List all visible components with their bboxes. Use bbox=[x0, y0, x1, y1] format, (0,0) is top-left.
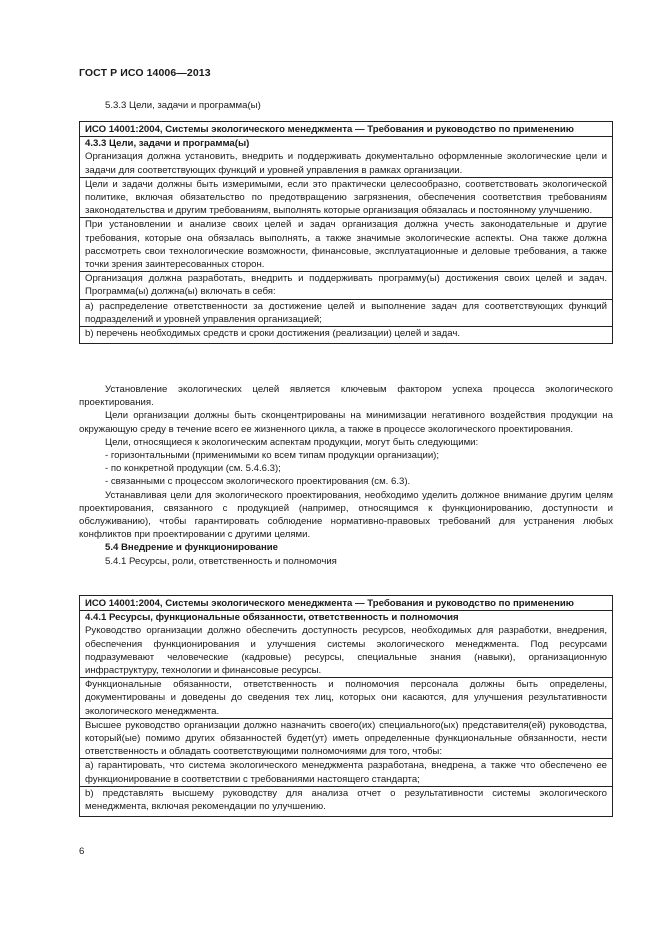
box-title: ИСО 14001:2004, Системы экологического менеджмента — Требования и руководство по применению bbox=[85, 124, 574, 135]
box-paragraph-row bbox=[80, 271, 612, 298]
box-paragraph-row bbox=[80, 177, 612, 218]
box-paragraph-row bbox=[80, 677, 612, 718]
body-paragraph: Цели, относящиеся к экологическим аспектам продукции, могут быть следующими: bbox=[105, 436, 479, 448]
body-text-section bbox=[79, 383, 613, 568]
box-paragraph: a) распределение ответственности за достижение целей и выполнение задач для соответствующих функций подразделений и уровней управления организацией; bbox=[85, 300, 607, 325]
box-paragraph-row bbox=[80, 718, 612, 759]
box-paragraph: Организация должна установить, внедрить и поддерживать документально оформленные экологические цели и задачи для соответствующих функций и уровней управления в рамках организации. bbox=[85, 151, 607, 176]
body-list-item: - связанными с процессом экологического проектирования (см. 6.3). bbox=[105, 476, 411, 488]
box-paragraph: Цели и задачи должны быть измеримыми, если это практически целесообразно, соответствовать экологической политике, включая обязательство по предотвращению загрязнения, обеспечения соответствия требованиям законодательства и другим требованиям, выполнять которые организация обязалась и постоянному улучшению. bbox=[85, 178, 607, 217]
box-section-heading-row bbox=[80, 610, 612, 677]
iso-quote-box-4-4-1 bbox=[79, 595, 613, 817]
box-list-item-a bbox=[80, 758, 612, 785]
box-title: ИСО 14001:2004, Системы экологического менеджмента — Требования и руководство по применению bbox=[85, 598, 574, 609]
section-5-3-3-heading: 5.3.3 Цели, задачи и программа(ы) bbox=[105, 100, 261, 111]
box-paragraph: Функциональные обязанности, ответственность и полномочия персонала должны быть определены, документированы и доведены до сведения тех лиц, которых они касаются, для улучшения результативности экологического менеджмента. bbox=[85, 679, 607, 717]
box-paragraph: a) гарантировать, что система экологического менеджмента разработана, внедрена, а также что обеспечено ее функционирование в соответствии с требованиями настоящего стандарта; bbox=[85, 760, 607, 785]
box-paragraph: Руководство организации должно обеспечить доступность ресурсов, необходимых для разработки, внедрения, обеспечения функционирования и улучшения системы экологического менеджмента. Под ресурсами подразумевают человеческие (кадровые) ресурсы, специальные знания (навыки), организационную инфраструктуру, технологии и финансовые ресурсы. bbox=[85, 625, 607, 677]
box-list-item-b bbox=[80, 326, 612, 340]
box-paragraph: b) представлять высшему руководству для анализа отчет о результативности системы экологического менеджмента, включая рекомендации по улучшению. bbox=[85, 787, 607, 813]
box-paragraph: Организация должна разработать, внедрить и поддерживать программу(ы) достижения своих целей и задач. Программа(ы) должна(ы) включать в себя: bbox=[85, 273, 607, 298]
box-section-heading: 4.3.3 Цели, задачи и программа(ы) bbox=[85, 138, 250, 150]
body-paragraph: Цели организации должны быть сконцентрированы на минимизации негативного воздействия продукции на окружающую среду в течение всего ее жизненного цикла, а также в процессе экологического проектирования. bbox=[79, 410, 613, 435]
box-list-item-a bbox=[80, 299, 612, 326]
box-list-item-b bbox=[80, 786, 612, 813]
iso-quote-box-4-3-3 bbox=[79, 121, 613, 344]
box-section-heading: 4.4.1 Ресурсы, функциональные обязанности, ответственность и полномочия bbox=[85, 612, 459, 624]
section-5-4-heading: 5.4 Внедрение и функционирование bbox=[105, 542, 279, 554]
body-list-item: - горизонтальными (применимыми ко всем типам продукции организации); bbox=[105, 450, 440, 462]
section-5-4-1-heading: 5.4.1 Ресурсы, роли, ответственность и полномочия bbox=[105, 555, 337, 567]
body-list-item: - по конкретной продукции (см. 5.4.6.3); bbox=[105, 463, 281, 475]
box-paragraph-row bbox=[80, 217, 612, 271]
body-paragraph: Установление экологических целей является ключевым фактором успеха процесса экологического проектирования. bbox=[79, 384, 613, 409]
box-paragraph: При установлении и анализе своих целей и задач организация должна учесть законодательные и другие требования, которые она обязалась выполнять, а также значимые экологические аспекты. Она также должна рассмотреть свои технологические возможности, финансовые, эксплуатационные и деловые требования, а также точки зрения заинтересованных сторон. bbox=[85, 219, 607, 271]
box-section-heading-row bbox=[80, 136, 612, 177]
box-paragraph: b) перечень необходимых средств и сроки достижения (реализации) целей и задач. bbox=[85, 328, 460, 340]
box-paragraph: Высшее руководство организации должно назначить своего(их) специального(ых) представителя(ей) руководства, который(ые) помимо других обязанностей будет(ут) иметь определенные функциональные обязанности, нести ответственность и обладать соответствующими полномочиями для того, чтобы: bbox=[85, 719, 607, 758]
page-header: ГОСТ Р ИСО 14006—2013 bbox=[79, 67, 211, 79]
page-number: 6 bbox=[79, 846, 85, 857]
body-paragraph: Устанавливая цели для экологического проектирования, необходимо уделить должное внимание другим целям проектирования, связанного с продукцией (например, относящимся к функционированию, доступности и обслуживанию), чтобы гарантировать соблюдение нормативно-правовых требований для устранения любых конфликтов при проектировании с другими целями. bbox=[79, 489, 613, 541]
